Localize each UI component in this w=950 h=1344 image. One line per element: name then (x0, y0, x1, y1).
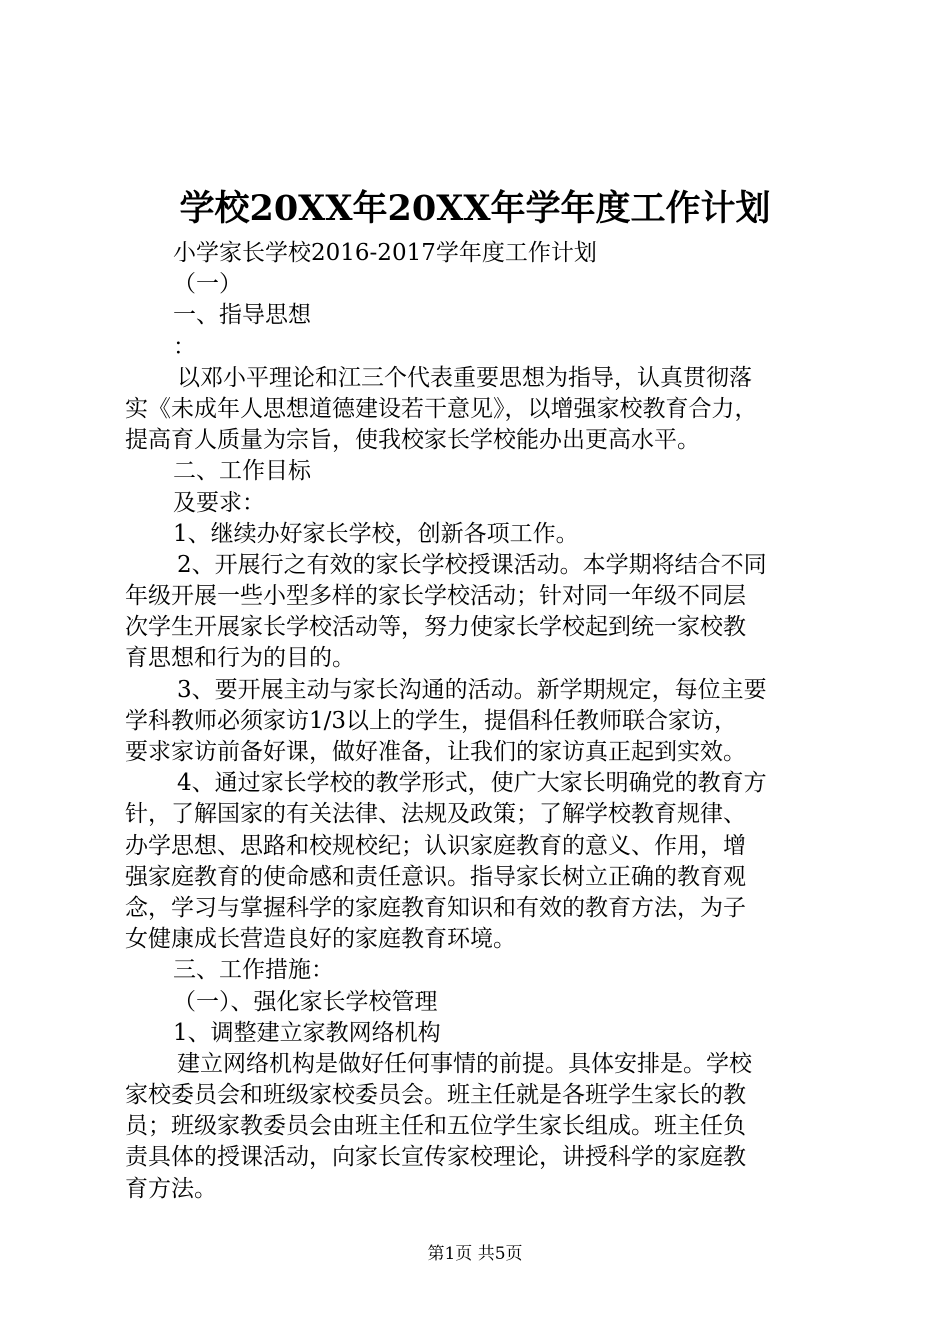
paragraph-line: 员；班级家教委员会由班主任和五位学生家长组成。班主任负 (125, 1113, 746, 1140)
subheading-management: （一）、强化家长学校管理 (173, 988, 438, 1015)
heading-requirements: 及要求： (173, 489, 265, 516)
paragraph-line: 女健康成长营造良好的家庭教育环境。 (125, 926, 516, 953)
list-item-1: 1、继续办好家长学校，创新各项工作。 (173, 520, 579, 547)
heading-guiding-thought: 一、指导思想 (173, 302, 311, 329)
paragraph-line: 次学生开展家长学校活动等，努力使家长学校起到统一家校教 (125, 614, 746, 641)
section-number: （一） (173, 271, 242, 298)
colon-line: ： (173, 333, 196, 360)
paragraph-line: 实《未成年人思想道德建设若干意见》，以增强家校教育合力， (125, 395, 758, 422)
heading-work-measures: 三、工作措施： (173, 957, 334, 984)
paragraph-line: 年级开展一些小型多样的家长学校活动；针对同一年级不同层 (125, 583, 746, 610)
paragraph-line: 办学思想、思路和校规校纪；认识家庭教育的意义、作用，增 (125, 832, 746, 859)
list-item-2: 2、开展行之有效的家长学校授课活动。本学期将结合不同 (177, 551, 767, 578)
document-body (125, 238, 837, 1205)
list-item-4: 4、通过家长学校的教学形式，使广大家长明确党的教育方 (177, 770, 767, 797)
paragraph-line: 建立网络机构是做好任何事情的前提。具体安排是。学校 (177, 1050, 752, 1077)
paragraph-line: 责具体的授课活动，向家长宣传家校理论，讲授科学的家庭教 (125, 1144, 746, 1171)
paragraph-line: 强家庭教育的使命感和责任意识。指导家长树立正确的教育观 (125, 863, 746, 890)
paragraph-line: 针，了解国家的有关法律、法规及政策；了解学校教育规律、 (125, 801, 746, 828)
document-title: 学校20XX年20XX年学年度工作计划 (179, 188, 771, 229)
paragraph-line: 育方法。 (125, 1175, 217, 1202)
heading-work-goals: 二、工作目标 (173, 458, 311, 485)
paragraph-line: 以邓小平理论和江三个代表重要思想为指导，认真贯彻落 (177, 364, 752, 391)
subtitle-line: 小学家长学校2016-2017学年度工作计划 (173, 240, 597, 266)
page-footer: 第1页 共5页 (427, 1244, 523, 1264)
paragraph-line: 要求家访前备好课，做好准备，让我们的家访真正起到实效。 (125, 739, 746, 765)
list-item-3: 3、要开展主动与家长沟通的活动。新学期规定，每位主要 (177, 676, 767, 703)
paragraph-line: 家校委员会和班级家校委员会。班主任就是各班学生家长的教 (125, 1082, 746, 1109)
subheading-network: 1、调整建立家教网络机构 (173, 1019, 441, 1046)
paragraph-line: 育思想和行为的目的。 (125, 645, 355, 672)
paragraph-line: 提高育人质量为宗旨，使我校家长学校能办出更高水平。 (125, 427, 700, 454)
paragraph-line: 念，学习与掌握科学的家庭教育知识和有效的教育方法，为子 (125, 894, 746, 921)
paragraph-line: 学科教师必须家访1/3以上的学生，提倡科任教师联合家访， (125, 707, 738, 734)
